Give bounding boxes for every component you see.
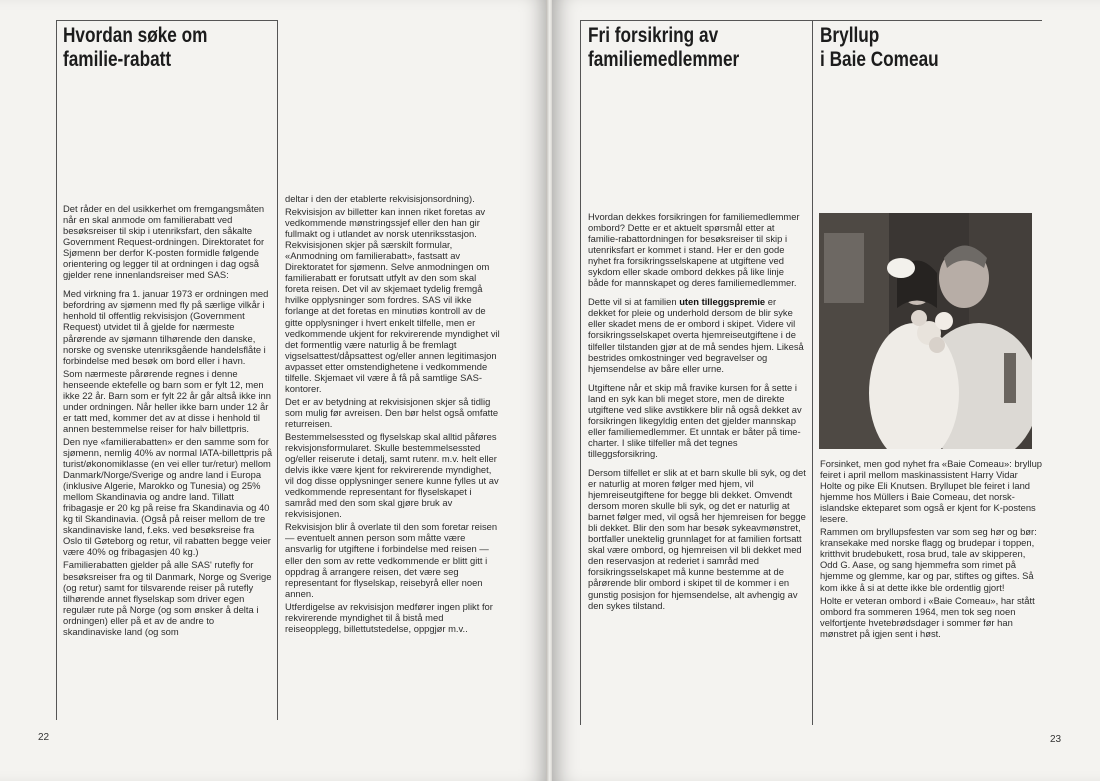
heading-familie-rabatt: Hvordan søke om familie-rabatt bbox=[63, 24, 208, 71]
wedding-photo bbox=[819, 213, 1032, 449]
right-column-1 bbox=[588, 211, 806, 613]
heading-bryllup: Bryllup i Baie Comeau bbox=[820, 24, 939, 71]
column-rule-right-a bbox=[580, 20, 581, 725]
paragraph: Bestemmelsessted og flyselskap skal alltid påføres rekvisjonsformularet. Skulle bestemmelsessted og/eller reiserute i detalj, samt rutenr. m.v. helt eller delvis ikke være kjent for rekvirerende myndighet, vil dog disse opplysninger senere kunne fylles ut av vedkommende representant for flyselskapet i samråd med den som skal gjøre bruk av rekvisisjonen. bbox=[285, 430, 499, 520]
right-column-2 bbox=[820, 458, 1042, 641]
column-rule-left-a bbox=[56, 20, 57, 720]
left-column-2 bbox=[285, 193, 501, 636]
heading-rule-right-a bbox=[580, 20, 812, 21]
paragraph: Som nærmeste pårørende regnes i denne henseende ektefelle og barn som er fylt 12, men ikke 22 år. Barn som er fylt 22 år går altså ikke inn under ordningen. Når heller ikke barn under 12 år er tatt med, kommer det av at disse i henhold til annen bestemmelse reiser for halv billettpris. bbox=[63, 367, 271, 434]
paragraph: Dette vil si at familien uten tilleggspremie er dekket for pleie og underhold dersom de blir syke eller skadet mens de er ombord i skipet. Videre vil forsikringsselskapet overta hjemreiseutgiftene i de tilfeller tilstanden gjør at de må sendes hjem. Likeså bestrides omkostninger ved begravelser og hjemsendelse av båre eller urne. bbox=[588, 296, 804, 374]
heading-rule-left bbox=[56, 20, 277, 21]
left-page bbox=[0, 0, 548, 781]
bleed-through-text-left bbox=[398, 28, 518, 108]
paragraph: Med virkning fra 1. januar 1973 er ordningen med befordring av sjømenn med fly på særlige vilkår i henhold til offentlig rekvisisjon (Government Request) utvidet til å gjelde for nærmeste pårørende av sjømann tilhørende den danske, norske og svenske utenriksgående handelsflåte i forbindelse med besøk om bord eller i havn. bbox=[63, 288, 269, 366]
paragraph: Det råder en del usikkerhet om fremgangsmåten når en skal anmode om familierabatt ved besøksreiser til skip i utenriksfart, den såkalte Government Request-ordningen. Direktoratet for Sjømenn ber derfor K-posten formidle følgende orientering og legger til at ordningen i dag også gjelder rene innenlandsreiser med SAS: bbox=[63, 203, 265, 281]
paragraph: Utgiftene når et skip må fravike kursen for å sette i land en syk kan bli meget store, men de direkte utgiftene ved slike avstikkere blir nå også dekket av forsikringen likegyldig enten det gjelder mannskap eller familiemedlemmer. Et unntak er båter på time-charter. I slike tilfeller må det tegnes tilleggsforsikring. bbox=[588, 381, 802, 459]
heading-fri-forsikring: Fri forsikring av familiemedlemmer bbox=[588, 24, 740, 71]
heading-rule-right-b bbox=[812, 20, 1042, 21]
paragraph: Den nye «familierabatten» er den samme som for sjømenn, nemlig 40% av normal IATA-billettpris på turist/økonomiklasse (en vei eller tur/retur) mellom Danmark/Norge/Sverige og andre land i Europa (inklusive Algerie, Marokko og Tunesia) og 25% mellom Skandinavia og andre land. Tillatt fribagasje er 20 kg på reise fra Skandinavia og 40 kg til Skandinavia. (Også på reiser mellom de tre skandinaviske land, f.eks. ved besøksreise fra Oslo til Gøteborg og retur, vil rabatten begge veier være 40% og fribagasjen 40 kg.) bbox=[63, 435, 273, 558]
paragraph: Rammen om bryllupsfesten var som seg hør og bør: kransekake med norske flagg og brudepar i toppen, kritthvit brudebukett, rosa brud, tale av skipperen, Odd G. Aase, og sang hjemmefra som rimet på hjemme og glemme, kar og par, stiftes og giftes. Så kom ikke å si at dette ikke ble ordentlig gjort! bbox=[820, 526, 1037, 593]
column-rule-right-b bbox=[812, 20, 813, 725]
page-number-left: 22 bbox=[38, 732, 50, 743]
page-number-right: 23 bbox=[1050, 734, 1062, 745]
left-column-1 bbox=[63, 203, 274, 639]
paragraph: Forsinket, men god nyhet fra «Baie Comeau»: bryllup feiret i april mellom maskinassistent Harry Vidar Holte og pike Eli Knutsen. Bryllupet ble feiret i land hjemme hos Müllers i Baie Comeau, det norsk-islandske ekteparet som også er kjent for K-postens lesere. bbox=[820, 458, 1042, 525]
paragraph: Rekvisisjon av billetter kan innen riket foretas av vedkommende mønstringssjef eller den han gir fullmakt og i utlandet av norsk utenriksstasjon. Rekvisisjonen skjer på særskilt formular, «Anmodning om familierabatt», fastsatt av Direktoratet for sjømenn. Selve anmodningen om familierabatt er forutsatt utfylt av den som skal foreta reisen. Det vil av skjemaet tydelig fremgå hvilke opplysninger som fordres. SAS vil ikke forlange at det foretas en minutiøs kontroll av de gitte opplysninger i hvert enkelt tilfelle, men er vedkommende ukjent for rekvirerende myndighet vil det formentlig være naturlig å be fremlagt vigselsattest/dåpsattest og/eller annen legitimasjon avpasset etter omstendighetene i vedkommende tilfelle. Skjemaet vil være å få på samtlige SAS-kontorer. bbox=[285, 206, 500, 394]
paragraph: Familierabatten gjelder på alle SAS' rutefly for besøksreiser fra og til Danmark, Norge og Sverige (og retur) samt for tilsvarende reiser på rutefly tilhørende annet flyselskap som driver egen regulær rute på Norge (og som ønsker å delta i ordningen) eller på et av de andre to skandinaviske land (og som bbox=[63, 559, 272, 637]
paragraph: Dersom tilfellet er slik at et barn skulle bli syk, og det er naturlig at moren følger med hjem, vil hjemreiseutgiftene for begge bli dekket. Omvendt dersom moren skulle bli syk, og det er naturlig at barnet følger med, vil også her hjemreisen for begge bli dekket. Blir den som har besøk sykeavmønstret, bortfaller unektelig grunnlaget for at familien fortsatt skal være ombord, og hjemreisen vil bli dekket med den reservasjon at rederiet i samråd med forsikringsselskapet må kunne bestemme at de pårørende blir ombord i skipet til de kommer i en gunstig posisjon for hjemsendelse, alt avhengig av den sykes tilstand. bbox=[588, 466, 806, 611]
paragraph: Rekvisisjon blir å overlate til den som foretar reisen — eventuelt annen person som måtte være ansvarlig for utgiftene i forbindelse med reisen — eller den som av rette vedkommende er blitt gitt i oppdrag å arrangere reisen, det være seg representant for flyselskap, reisebyrå eller noen annen. bbox=[285, 521, 498, 599]
paragraph: Hvordan dekkes forsikringen for familiemedlemmer ombord? Dette er et aktuelt spørsmål etter at familie-rabattordningen for besøksreiser til skip i utenriksfart er kommet i stand. Her er den gode nyhet fra forsikringsselskapene at utgiftene ved sykdom eller skade ombord dekkes på like linje både for mannskapet og deres familiemedlemmer. bbox=[588, 211, 800, 289]
column-rule-left-b bbox=[277, 20, 278, 720]
paragraph: deltar i den der etablerte rekvisisjonsordning). bbox=[285, 193, 475, 204]
paragraph: Utferdigelse av rekvisisjon medfører ingen plikt for rekvirerende myndighet til å bistå med reiseopplegg, billettutstedelse, oppgjør m.v.. bbox=[285, 600, 493, 634]
bold-phrase: uten tilleggspremie bbox=[679, 296, 766, 308]
paragraph: Det er av betydning at rekvisisjonen skjer så tidlig som mulig før avreisen. Den bør helst også omfatte returreisen. bbox=[285, 395, 499, 429]
paragraph: Holte er veteran ombord i «Baie Comeau», har stått ombord fra sommeren 1964, men tok seg noen velfortjente hvetebrødsdager i sommer før han mønstret på igjen sent i høst. bbox=[820, 594, 1035, 639]
